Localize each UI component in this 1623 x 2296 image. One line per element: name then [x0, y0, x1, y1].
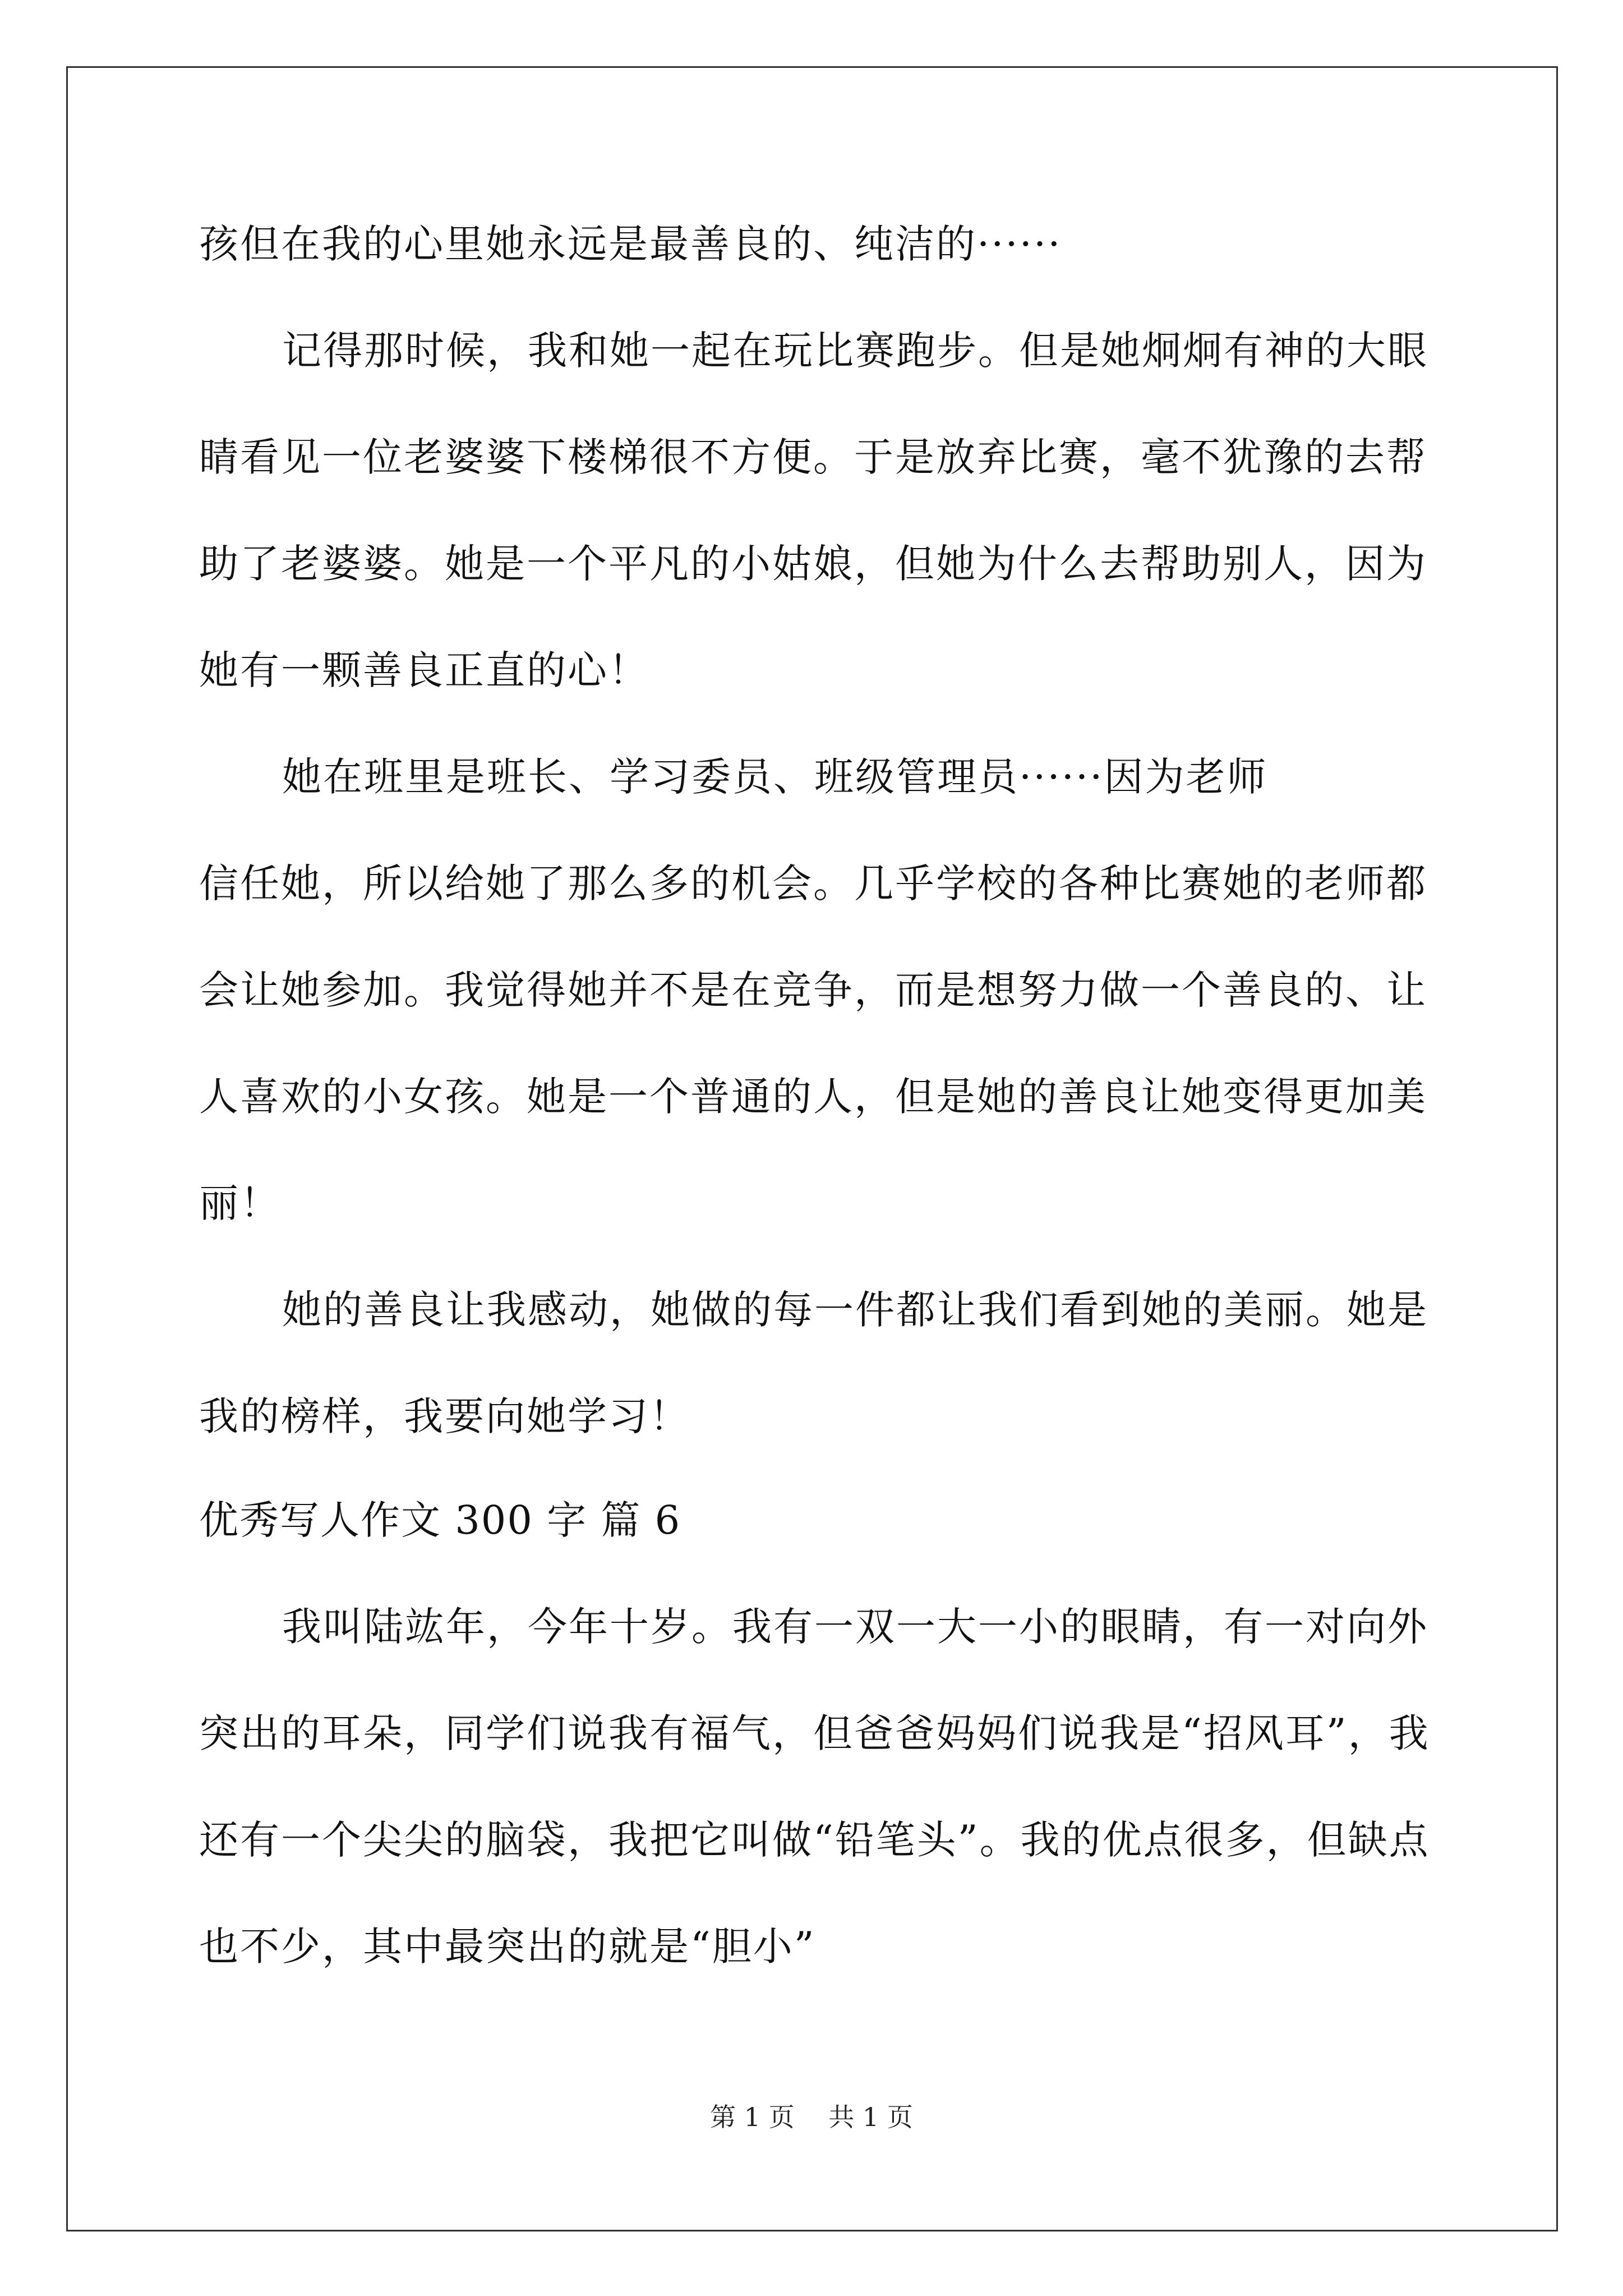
paragraph-line: 她有一颗善良正直的心！: [199, 647, 649, 693]
paragraph-line: 助了老婆婆。她是一个平凡的小姑娘，但她为什么去帮助别人，因为: [199, 541, 1427, 587]
paragraph-line: 我的榜样，我要向她学习！: [199, 1393, 690, 1439]
paragraph-line: 还有一个尖尖的脑袋，我把它叫做“铅笔头”。我的优点很多，但缺点: [199, 1817, 1430, 1863]
paragraph-line: 她的善良让我感动，她做的每一件都让我们看到她的美丽。她是: [282, 1287, 1428, 1333]
paragraph-line: 丽！: [199, 1180, 281, 1226]
paragraph-line: 她在班里是班长、学习委员、班级管理员······因为老师: [282, 754, 1268, 800]
page-footer: [0, 2097, 1623, 2134]
paragraph-line: 孩但在我的心里她永远是最善良的、纯洁的······: [199, 221, 1062, 267]
paragraph-line: 人喜欢的小女孩。她是一个普通的人，但是她的善良让她变得更加美: [199, 1074, 1427, 1120]
page-total: 共 1 页: [828, 2102, 913, 2132]
paragraph-line: 会让她参加。我觉得她并不是在竞争，而是想努力做一个善良的、让: [199, 967, 1427, 1013]
paragraph-line: 信任她，所以给她了那么多的机会。几乎学校的各种比赛她的老师都: [199, 861, 1427, 907]
paragraph-line: 记得那时候，我和她一起在玩比赛跑步。但是她炯炯有神的大眼: [282, 328, 1428, 374]
paragraph-line: 我叫陆竑年，今年十岁。我有一双一大一小的眼睛，有一对向外: [282, 1604, 1428, 1650]
page-number: 第 1 页: [710, 2102, 795, 2132]
section-heading: 优秀写人作文 300 字 篇 6: [199, 1497, 681, 1543]
paragraph-line: 突出的耳朵，同学们说我有福气，但爸爸妈妈们说我是“招风耳”，我: [199, 1710, 1430, 1756]
paragraph-line: 睛看见一位老婆婆下楼梯很不方便。于是放弃比赛，毫不犹豫的去帮: [199, 434, 1427, 480]
page-border: [66, 66, 1558, 2231]
paragraph-line: 也不少，其中最突出的就是“胆小”: [199, 1924, 816, 1970]
